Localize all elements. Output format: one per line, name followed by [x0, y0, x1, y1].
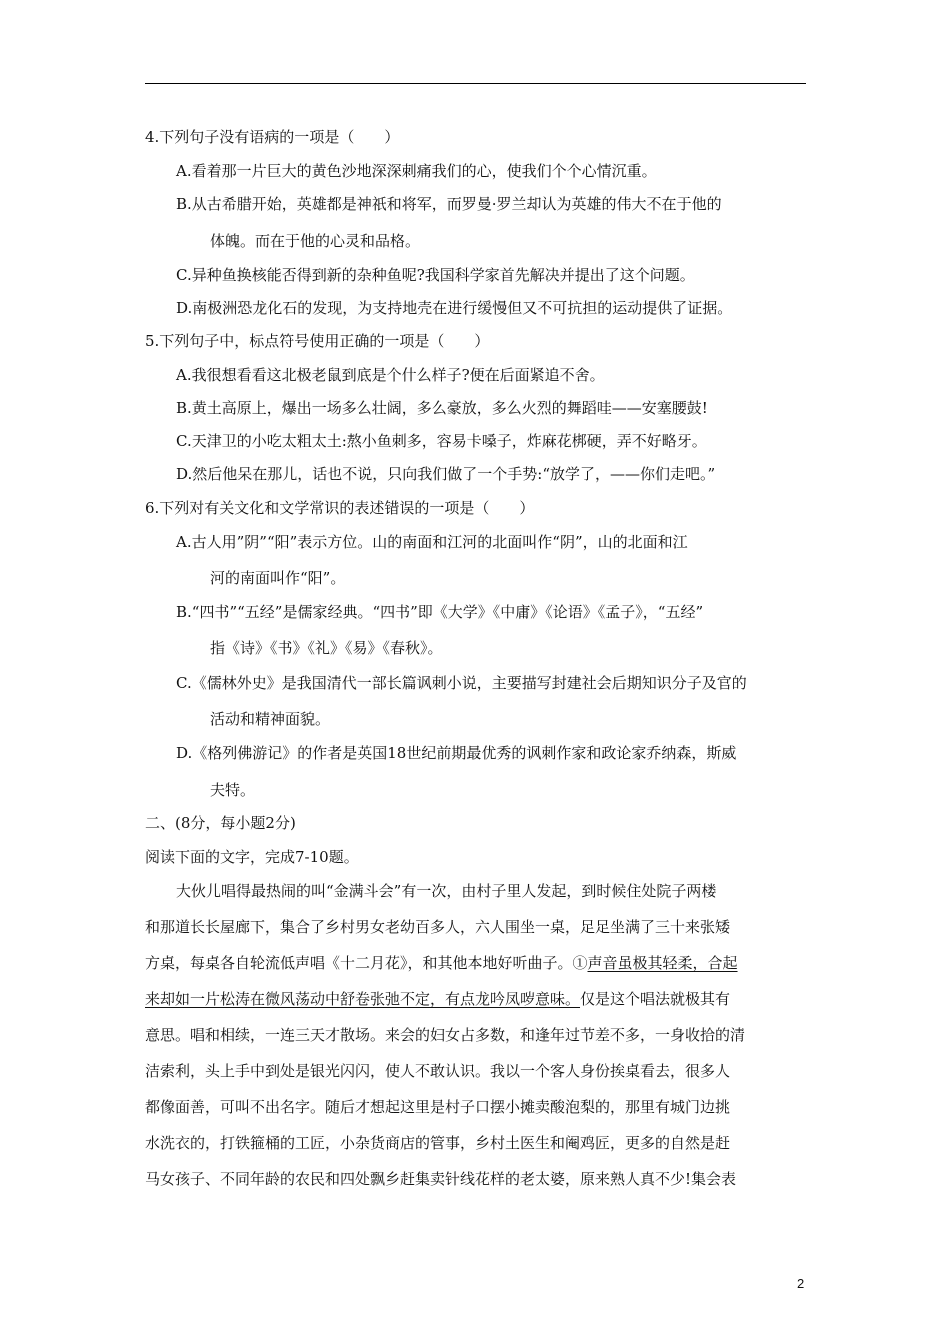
page-number: 2: [797, 1276, 805, 1291]
passage-line-1: 大伙儿唱得最热闹的叫“金满斗会”有一次，由村子里人发起，到时候住处院子两楼: [176, 882, 717, 900]
question-5-option-b: B.黄土高原上，爆出一场多么壮阔，多么豪放，多么火烈的舞蹈哇——安塞腰鼓!: [176, 399, 708, 417]
question-6-option-c-continued: 活动和精神面貌。: [210, 710, 331, 728]
passage-line-7: 都像面善，可叫不出名字。随后才想起这里是村子口摆小摊卖酸泡梨的，那里有城门边挑: [145, 1098, 731, 1116]
question-5-option-d: D.然后他呆在那儿，话也不说，只向我们做了一个手势:“放学了，——你们走吧。”: [176, 465, 716, 483]
section-heading: 二、(8分，每小题2分): [145, 814, 296, 832]
question-6-option-d: D.《格列佛游记》的作者是英国18世纪前期最优秀的讽刺作家和政论家乔纳森，斯威: [176, 744, 737, 762]
passage-line-6: 洁索利，头上手中到处是银光闪闪，使人不敢认识。我以一个客人身份挨桌看去，很多人: [145, 1062, 731, 1080]
passage-line-5: 意思。唱和相续，一连三天才散场。来会的妇女占多数，和逢年过节差不多，一身收拾的清: [145, 1026, 746, 1044]
passage-line-4: [145, 989, 730, 1009]
question-4-option-a: A.看着那一片巨大的黄色沙地深深刺痛我们的心，使我们个个心情沉重。: [176, 162, 657, 180]
section-instruction: 阅读下面的文字，完成7-10题。: [145, 848, 359, 866]
passage-line-2: 和那道长长屋廊下，集合了乡村男女老幼百多人，六人围坐一桌，足足坐满了三十来张矮: [145, 918, 731, 936]
passage-line-9: 马女孩子、不同年龄的农民和四处飘乡赶集卖针线花样的老太婆，原来熟人真不少!集会表: [145, 1170, 737, 1188]
question-4-option-b: B.从古希腊开始，英雄都是神祇和将军，而罗曼·罗兰却认为英雄的伟大不在于他的: [176, 195, 722, 213]
question-5-option-c: C.天津卫的小吃太粗太土:熬小鱼刺多，容易卡嗓子，炸麻花梆硬，弄不好略牙。: [176, 432, 707, 450]
question-6-option-a: A.古人用”阴”“阳”表示方位。山的南面和江河的北面叫作“阴”，山的北面和江: [176, 533, 688, 551]
passage-line-8: 水洗衣的，打铁箍桶的工匠，小杂货商店的管事，乡村土医生和阉鸡匠，更多的自然是赶: [145, 1134, 731, 1152]
question-4-option-c: C.异种鱼换核能否得到新的杂种鱼呢?我国科学家首先解决并提出了这个问题。: [176, 266, 695, 284]
question-6-option-b: B.“四书”“五经”是儒家经典。“四书”即《大学》《中庸》《论语》《孟子》，“五经”: [176, 603, 704, 621]
question-6-stem: 6.下列对有关文化和文学常识的表述错误的一项是（ ）: [145, 499, 535, 517]
passage-line-4-text: 仅是这个唱法就极其有: [580, 990, 731, 1008]
question-6-option-d-continued: 夫特。: [210, 781, 256, 799]
passage-line-3: [145, 953, 738, 973]
underlined-sentence-1b: 来却如一片松涛在微风荡动中舒卷张弛不定，有点龙吟凤哕意味。: [145, 990, 581, 1008]
question-6-option-b-continued: 指《诗》《书》《礼》《易》《春秋》。: [210, 639, 443, 657]
question-4-option-d: D.南极洲恐龙化石的发现，为支持地壳在进行缓慢但又不可抗担的运动提供了证据。: [176, 299, 733, 317]
question-5-option-a: A.我很想看看这北极老鼠到底是个什么样子?便在后面紧追不舍。: [176, 366, 605, 384]
passage-line-3-text: 方桌，每桌各自轮流低声唱《十二月花》，和其他本地好听曲子。①: [145, 954, 588, 972]
underlined-sentence-1a: 声音虽极其轻柔，合起: [587, 954, 738, 972]
question-5-stem: 5.下列句子中，标点符号使用正确的一项是（ ）: [145, 332, 490, 350]
header-rule: [145, 83, 806, 84]
question-4-stem: 4.下列句子没有语病的一项是（ ）: [145, 128, 400, 146]
question-4-option-b-continued: 体魄。而在于他的心灵和品格。: [210, 232, 421, 250]
question-6-option-a-continued: 河的南面叫作“阳”。: [210, 569, 346, 587]
question-6-option-c: C.《儒林外史》是我国清代一部长篇讽刺小说，主要描写封建社会后期知识分子及官的: [176, 674, 747, 692]
